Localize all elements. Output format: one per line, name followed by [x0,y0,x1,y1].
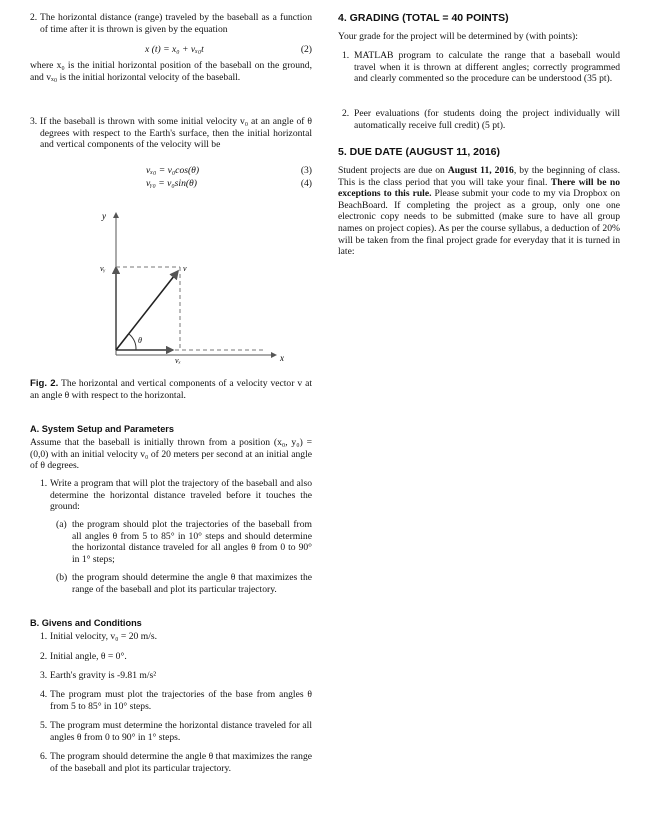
x-axis-label: x [280,353,284,363]
section-b-title: B. Givens and Conditions [30,618,142,628]
section-b-item-5-text: The program must determine the horizontal distance traveled for all angles θ from 0 to 90° in 1° steps. [50,720,312,743]
equation-2: x (t) = x₀ + vₓ₀t [145,44,204,55]
section-b-item-4-number: 4. [40,689,48,700]
equation-3: vₓ₀ = v₀cos(θ) [146,165,200,176]
theta-arc [129,334,136,350]
figure-caption-text: The horizontal and vertical components of a velocity vector v at an angle θ with respect to the horizontal. [30,378,312,401]
section-b-item-6-text: The program should determine the angle θ that maximizes the range of the baseball and plot its particular trajectory. [50,751,312,774]
section-b-item-1-number: 1. [40,631,48,642]
due-text-2: , by the beginning of class. This is the class period that you will take your final. [338,165,620,188]
item-2-explanation: where x₀ is the initial horizontal position of the baseball on the ground, and vₓ₀ is the initial horizontal velocity of the baseball. [30,60,312,83]
item-2-text: The horizontal distance (range) traveled by the baseball as a function of time after it is thrown is given by the equation [40,12,312,35]
item-3-number: 3. [30,116,38,127]
section-a-sub-a-text: the program should plot the trajectories of the baseball from all angles θ from 5 to 85° in 10° steps and should determine the horizontal distance traveled for all angles θ from 0 to 90° in 1° steps; [72,519,312,565]
section-a-sub-a-label: (a) [56,519,67,530]
item-2 [30,12,312,35]
figure-caption [30,378,312,401]
grading-item-1-number: 1. [342,50,350,61]
item-3 [30,116,312,151]
grading-item-2-number: 2. [342,108,350,119]
section-b-item-3-number: 3. [40,670,48,681]
grading-item-2 [342,108,620,131]
section-b-item-4 [40,689,312,712]
due-text-3: Please submit your code to my via Dropbox on BeachBoard. If completing the project as a group, only one one electronic copy needs to be submitted (make sure to have all group names on project copies). As per the course syllabus, a deduction of 20% will be taken from the final project grade for everyday that it is turned in late: [338,188,620,258]
section-a-title: A. System Setup and Parameters [30,424,174,434]
section-a-item-1-text: Write a program that will plot the trajectory of the baseball and also determine the horizontal distance traveled before it touches the ground: [50,478,312,513]
velocity-components-figure [80,205,290,365]
theta-label: θ [138,336,142,345]
vx-label: vₓ [175,356,181,365]
section-b-item-2 [40,651,312,663]
section-b-item-4-text: The program must plot the trajectories of the base from angles θ from 5 to 85° in 10° steps. [50,689,312,712]
equation-4-number: (4) [300,178,312,189]
due-date-bold: August 11, 2016 [447,165,514,176]
section-b-item-1 [40,631,312,643]
equation-3-number: (3) [300,165,312,176]
section-b-item-5-number: 5. [40,720,48,731]
section-b-item-6-number: 6. [40,751,48,762]
section-a-item-1-number: 1. [40,478,48,489]
due-text-1: Student projects are due on [338,165,448,176]
y-axis-label: y [102,211,106,221]
section-b-item-5 [40,720,312,743]
section-a-sub-b-text: the program should determine the angle θ that maximizes the range of the baseball and plot its particular trajectory. [72,572,312,595]
section-b-item-3 [40,670,312,682]
section-a-sub-b [56,572,312,595]
section-5-title: 5. DUE DATE (AUGUST 11, 2016) [338,146,501,158]
no-exceptions-bold: There will be no exceptions to this rule. [338,176,620,200]
section-4-title: 4. GRADING (TOTAL = 40 POINTS) [338,12,509,24]
equation-2-number: (2) [300,44,312,55]
section-b-item-3-text: Earth's gravity is -9.81 m/s² [50,670,157,681]
section-4-intro: Your grade for the project will be determined by (with points): [338,31,578,42]
vy-label: vᵧ [100,264,106,273]
section-5-body [338,165,620,258]
item-2-number: 2. [30,12,38,23]
velocity-vector-arrow [116,271,178,350]
section-a-sub-b-label: (b) [56,572,68,583]
grading-item-2-text: Peer evaluations (for students doing the project individually will automatically receive full credit) (5 pt). [354,108,620,131]
grading-item-1 [342,50,620,85]
section-a-intro: Assume that the baseball is initially thrown from a position (x₀, y₀) = (0,0) with an initial velocity v₀ of 20 meters per second at an initial angle of θ degrees. [30,437,312,472]
section-b-item-2-text: Initial angle, θ = 0°. [50,651,127,662]
section-b-item-2-number: 2. [40,651,48,662]
section-a-item-1 [40,478,312,513]
figure-caption-label: Fig. 2. [30,378,59,389]
section-b-item-6 [40,751,312,774]
section-b-item-1-text: Initial velocity, v₀ = 20 m/s. [50,631,157,642]
equation-4: vᵧ₀ = v₀sin(θ) [146,178,197,189]
item-3-text: If the baseball is thrown with some initial velocity v₀ at an angle of θ degrees with respect to the Earth's surface, then the initial horizontal and vertical components of the velocity will be [40,116,312,151]
grading-item-1-text: MATLAB program to calculate the range that a baseball would travel when it is thrown at different angles; correctly programmed and clearly commented so the procedure can be understood (35 pt). [354,50,620,85]
v-label: v [183,264,187,273]
section-a-sub-a [56,519,312,565]
